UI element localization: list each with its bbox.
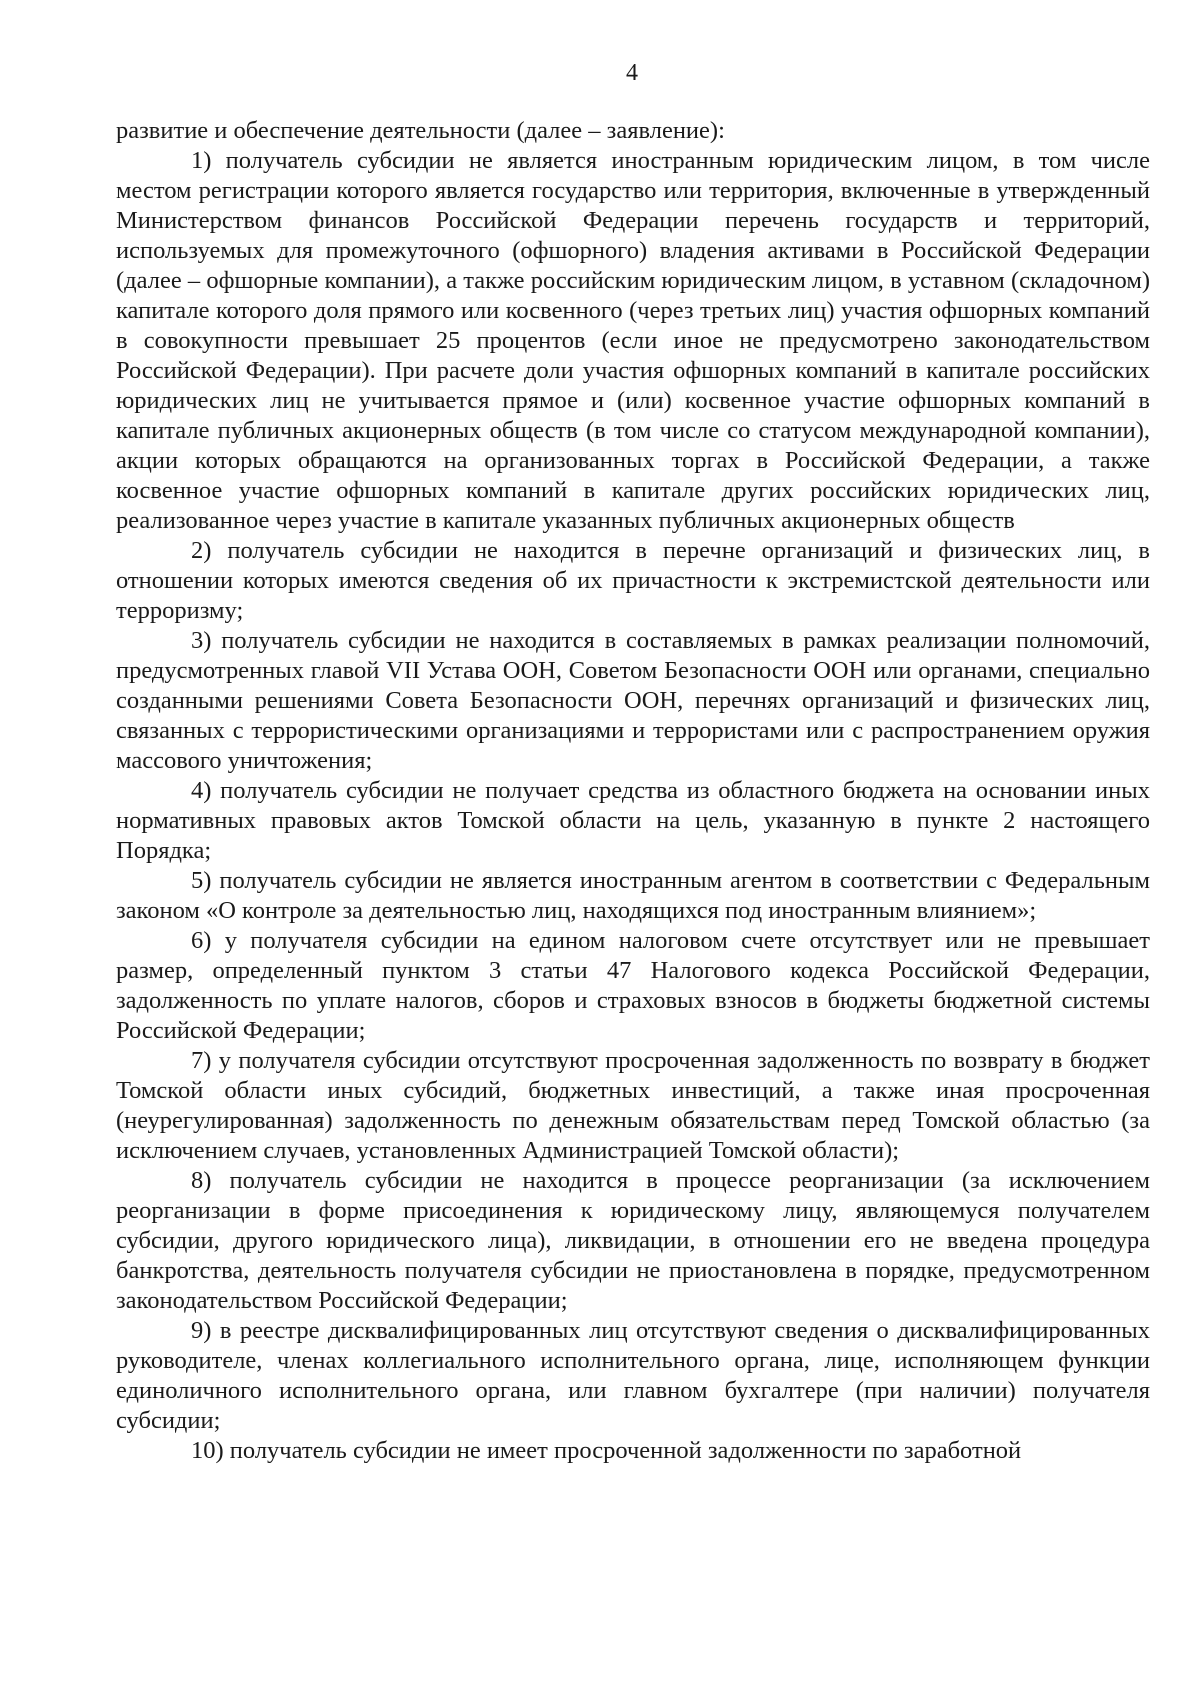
paragraph-item-4: 4) получатель субсидии не получает средства из областного бюджета на основании иных нормативных правовых актов Томской области на цель, указанную в пункте 2 настоящего Порядка; <box>116 777 1150 864</box>
paragraph-item-6: 6) у получателя субсидии на едином налоговом счете отсутствует или не превышает размер, определенный пунктом 3 статьи 47 Налогового кодекса Российской Федерации, задолженность по уплате налогов, сборов и страховых взносов в бюджеты бюджетной системы Российской Федерации; <box>116 927 1150 1044</box>
paragraph-item-9: 9) в реестре дисквалифицированных лиц отсутствуют сведения о дисквалифицированных руководителе, членах коллегиального исполнительного органа, лице, исполняющем функции единоличного исполнительного органа, или главном бухгалтере (при наличии) получателя субсидии; <box>116 1317 1150 1434</box>
document-body <box>116 116 1150 1466</box>
paragraph-item-3: 3) получатель субсидии не находится в составляемых в рамках реализации полномочий, предусмотренных главой VII Устава ООН, Советом Безопасности ООН или органами, специально созданными решениями Совета Безопасности ООН, перечнях организаций и физических лиц, связанных с террористическими организациями и террористами или с распространением оружия массового уничтожения; <box>116 627 1150 774</box>
page-number: 4 <box>626 60 638 86</box>
paragraph-intro: развитие и обеспечение деятельности (далее – заявление): <box>116 117 725 144</box>
paragraph-item-8: 8) получатель субсидии не находится в процессе реорганизации (за исключением реорганизации в форме присоединения к юридическому лицу, являющемуся получателем субсидии, другого юридического лица), ликвидации, в отношении его не введена процедура банкротства, деятельность получателя субсидии не приостановлена в порядке, предусмотренном законодательством Российской Федерации; <box>116 1167 1150 1314</box>
paragraph-item-5: 5) получатель субсидии не является иностранным агентом в соответствии с Федеральным законом «О контроле за деятельностью лиц, находящихся под иностранным влиянием»; <box>116 867 1150 924</box>
paragraph-item-2: 2) получатель субсидии не находится в перечне организаций и физических лиц, в отношении которых имеются сведения об их причастности к экстремистской деятельности или терроризму; <box>116 537 1150 624</box>
paragraph-item-1: 1) получатель субсидии не является иностранным юридическим лицом, в том числе местом регистрации которого является государство или территория, включенные в утвержденный Министерством финансов Российской Федерации перечень государств и территорий, используемых для промежуточного (офшорного) владения активами в Российской Федерации (далее – офшорные компании), а также российским юридическим лицом, в уставном (складочном) капитале которого доля прямого или косвенного (через третьих лиц) участия офшорных компаний в совокупности превышает 25 процентов (если иное не предусмотрено законодательством Российской Федерации). При расчете доли участия офшорных компаний в капитале российских юридических лиц не учитывается прямое и (или) косвенное участие офшорных компаний в капитале публичных акционерных обществ (в том числе со статусом международной компании), акции которых обращаются на организованных торгах в Российской Федерации, а также косвенное участие офшорных компаний в капитале других российских юридических лиц, реализованное через участие в капитале указанных публичных акционерных обществ <box>116 147 1150 534</box>
paragraph-item-7: 7) у получателя субсидии отсутствуют просроченная задолженность по возврату в бюджет Томской области иных субсидий, бюджетных инвестиций, а также иная просроченная (неурегулированная) задолженность по денежным обязательствам перед Томской областью (за исключением случаев, установленных Администрацией Томской области); <box>116 1047 1150 1164</box>
paragraph-item-10: 10) получатель субсидии не имеет просроченной задолженности по заработной <box>191 1437 1022 1464</box>
